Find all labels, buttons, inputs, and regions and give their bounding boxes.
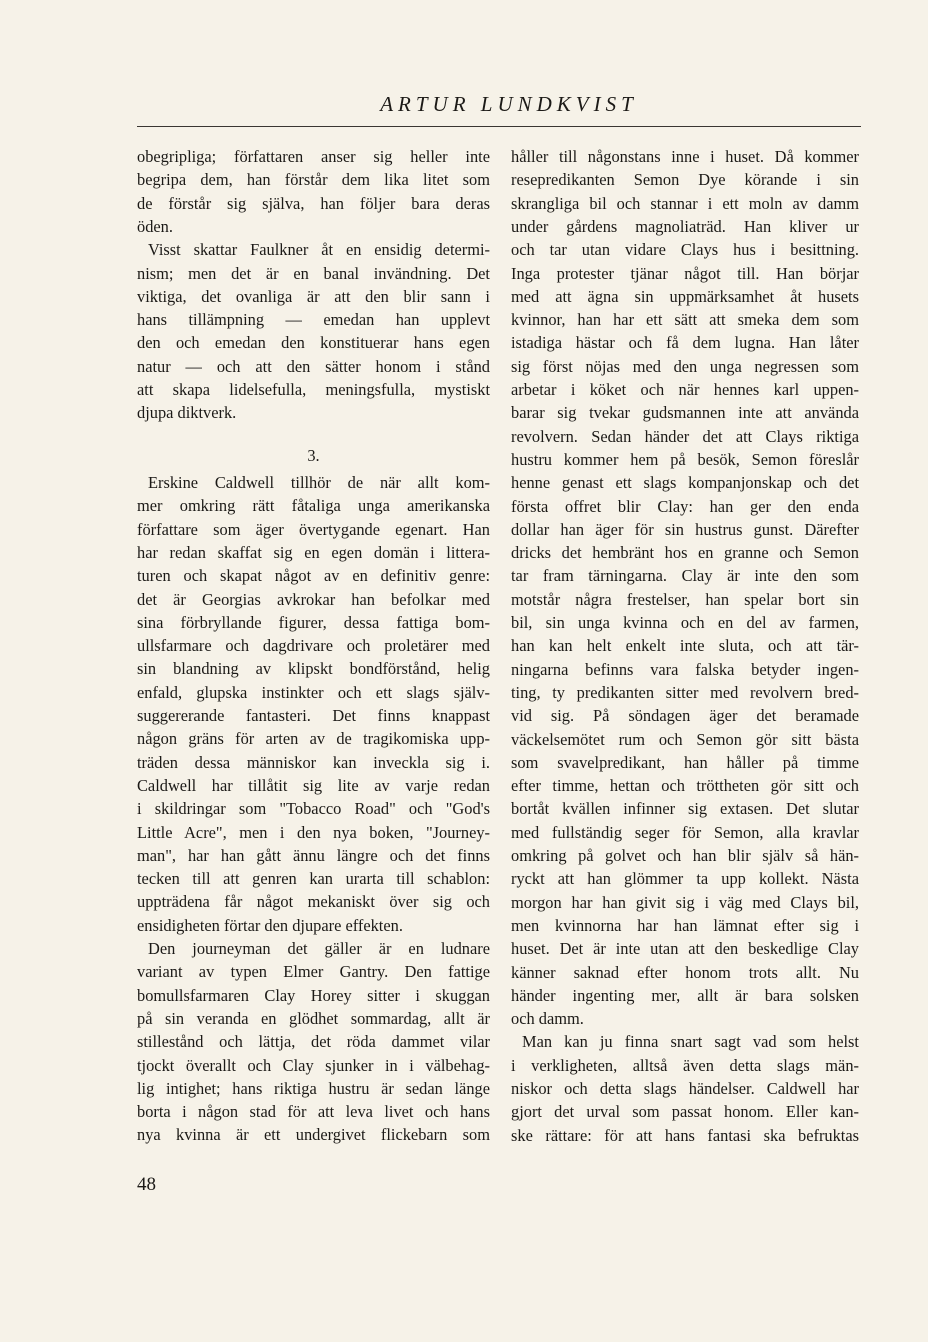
text-line: håller till någonstans inne i huset. Då kommer [511, 147, 859, 166]
text-line: revolvern. Sedan händer det att Clays riktiga [511, 426, 859, 446]
text-line: bortåt kvällen infinner sig extasen. Det slutar [511, 799, 859, 819]
text-line: skrangliga bil och stannar i ett moln av damm [511, 193, 859, 213]
text-line: någon gräns för arten av de tragikomiska upp- [137, 729, 490, 749]
text-line: på sin veranda en glödhet sommardag, allt är [137, 1008, 490, 1028]
text-line: vid sig. På söndagen äger det beramade [511, 706, 859, 726]
text-line: med fullständig seger för Semon, alla kravlar [511, 822, 859, 842]
text-line: att skapa lidelsefulla, meningsfulla, mystiskt [137, 380, 490, 399]
text-line: den och emedan den konstituerar hans egen [137, 333, 490, 353]
text-line: lig intighet; hans riktiga hustru är sedan länge [137, 1078, 490, 1098]
text-line: variant av typen Elmer Gantry. Den fattige [137, 962, 490, 982]
text-line: obegripliga; författaren anser sig heller inte [137, 147, 490, 166]
text-line: Inga protester tjänar något till. Han börjar [511, 263, 859, 283]
text-line: ningarna befinns vara falska betyder ingen- [511, 659, 859, 679]
text-line: första offret blir Clay: han ger den enda [511, 496, 859, 516]
text-line: träden dessa människor kan inveckla sig i. [137, 752, 490, 772]
text-line: mer omkring rätt fåtaliga unga amerikanska [137, 496, 490, 516]
text-line: omkring på golvet och han blir själv så hän- [511, 846, 859, 865]
text-line: som svavelpredikant, han håller på timme [511, 752, 859, 772]
text-line: viktiga, det ovanliga är att den blir sann i [137, 286, 490, 306]
text-line: de förstår sig själva, han följer bara deras [137, 193, 490, 213]
text-line: turen och skapat något av en definitiv genre: [137, 566, 490, 586]
text-line: motstår några frestelser, han spelar bort sin [511, 589, 859, 609]
text-line: öden. [137, 216, 173, 236]
text-line: djupa diktverk. [137, 403, 237, 423]
text-line: begripa dem, han förstår dem lika litet som [137, 170, 490, 190]
header-rule [137, 126, 861, 127]
text-line: under gårdens magnoliaträd. Han kliver ur [511, 216, 859, 236]
text-line: ensidigheten förtar den djupare effekten. [137, 915, 403, 935]
text-line: sina förbryllande figurer, dessa fattiga bom- [137, 612, 490, 632]
page-number: 48 [137, 1174, 156, 1195]
text-line: tar fram tärningarna. Clay är inte den som [511, 566, 859, 586]
text-line: men kvinnorna har han lämnat efter sig i [511, 915, 859, 935]
text-line: niskor och detta slags händelser. Caldwell har [511, 1079, 859, 1098]
text-line: gjort det urval som passat honom. Eller kan- [511, 1102, 859, 1122]
text-line: Man kan ju finna snart sagt vad som helst [522, 1032, 859, 1052]
text-line: man", har han gått ännu längre och det finns [137, 845, 490, 865]
text-line: kvinnor, han har ett sätt att smeka dem som [511, 310, 859, 330]
text-line: Den journeyman det gäller är en ludnare [148, 939, 490, 958]
text-line: författare som äger övertygande egenart. Han [137, 519, 490, 539]
text-line: hustru kommer hem på besök, Semon föreslår [511, 449, 859, 469]
text-line: ting, ty predikanten sitter med revolvern bred- [511, 682, 859, 702]
text-line: nya kvinna är ett undergivet flickebarn som [137, 1125, 490, 1145]
text-line: han kan helt enkelt inte sluta, och att tär- [511, 636, 859, 656]
text-line: tjockt överallt och Clay sjunker in i välbehag- [137, 1055, 490, 1075]
text-line: barar sig tvekar gudsmannen inte att använda [511, 403, 859, 423]
text-line: sin blandning av klipskt bondförstånd, helig [137, 659, 490, 679]
text-line: med att ägna sin uppmärksamhet åt husets [511, 286, 859, 306]
text-line: har redan skaffat sig en egen domän i littera- [137, 542, 490, 562]
text-line: i skildringar som "Tobacco Road" och "God's [137, 799, 490, 819]
text-line: ullsfarmare och dagdrivare och proletärer med [137, 636, 490, 656]
text-line: enfald, glupska instinkter och ett slags själv- [137, 682, 490, 702]
text-line: stillestånd och lättja, det röda dammet vilar [137, 1032, 490, 1052]
text-line: huset. Det är inte utan att den beskedlige Clay [511, 939, 859, 959]
text-line: dollar han äger för sin hustrus gunst. Därefter [511, 519, 859, 539]
text-line: henne genast ett slags kompanjonskap och det [511, 473, 859, 493]
text-line: Caldwell har tillåtit sig lite av varje redan [137, 775, 490, 795]
text-line: Visst skattar Faulkner åt en ensidig determi- [148, 240, 490, 260]
text-line: känner saknad efter honom trots allt. Nu [511, 962, 859, 982]
text-line: nism; men det är en banal invändning. Det [137, 263, 490, 283]
text-line: borta i någon stad för att leva livet och hans [137, 1102, 490, 1122]
text-line: bomullsfarmaren Clay Horey sitter i skuggan [137, 985, 490, 1005]
text-line: arbetar i köket och när hennes karl uppen- [511, 380, 859, 399]
running-head: ARTUR LUNDKVIST [380, 92, 638, 116]
text-line: hans tillämpning — emedan han upplevt [137, 310, 490, 330]
text-line: Erskine Caldwell tillhör de när allt kom- [148, 473, 490, 492]
text-line: det är Georgias avkrokar han befolkar med [137, 589, 490, 609]
text-line: morgon har han givit sig i väg med Clays bil, [511, 892, 859, 912]
text-line: efter timme, hettan och tröttheten gör sitt och [511, 776, 859, 796]
text-line: uppträdena får något mekaniskt över sig och [137, 892, 490, 912]
text-line: resepredikanten Semon Dye körande i sin [511, 170, 859, 190]
text-line: suggererande fantasteri. Det finns knappast [137, 706, 490, 725]
text-line: dricks det hembränt hos en granne och Semon [511, 543, 859, 563]
text-line: istadiga hästar och få dem lugna. Han låter [511, 333, 859, 353]
text-line: i verkligheten, alltså även detta slags män- [511, 1055, 859, 1075]
text-line: natur — och att den sätter honom i stånd [137, 356, 490, 376]
text-line: och tar utan vidare Clays hus i besittning. [511, 240, 859, 260]
text-line: ske rättare: för att hans fantasi ska befruktas [511, 1125, 859, 1145]
text-line: sig först nöjas med den unga negressen som [511, 356, 859, 376]
text-line: väckelsemötet rum och Semon gör sitt bästa [511, 729, 859, 749]
text-line: Little Acre", men i den nya boken, "Journey- [137, 822, 490, 842]
text-line: bil, sin unga kvinna och en del av farmen, [511, 613, 859, 632]
text-line: ryckt att han glömmer ta upp kollekt. Nästa [511, 869, 859, 889]
text-line: tecken till att genren kan urarta till schablon: [137, 869, 490, 889]
text-line: och damm. [511, 1009, 584, 1029]
section-marker: 3. [307, 446, 320, 465]
text-line: händer ingenting mer, allt är bara solsken [511, 985, 859, 1005]
